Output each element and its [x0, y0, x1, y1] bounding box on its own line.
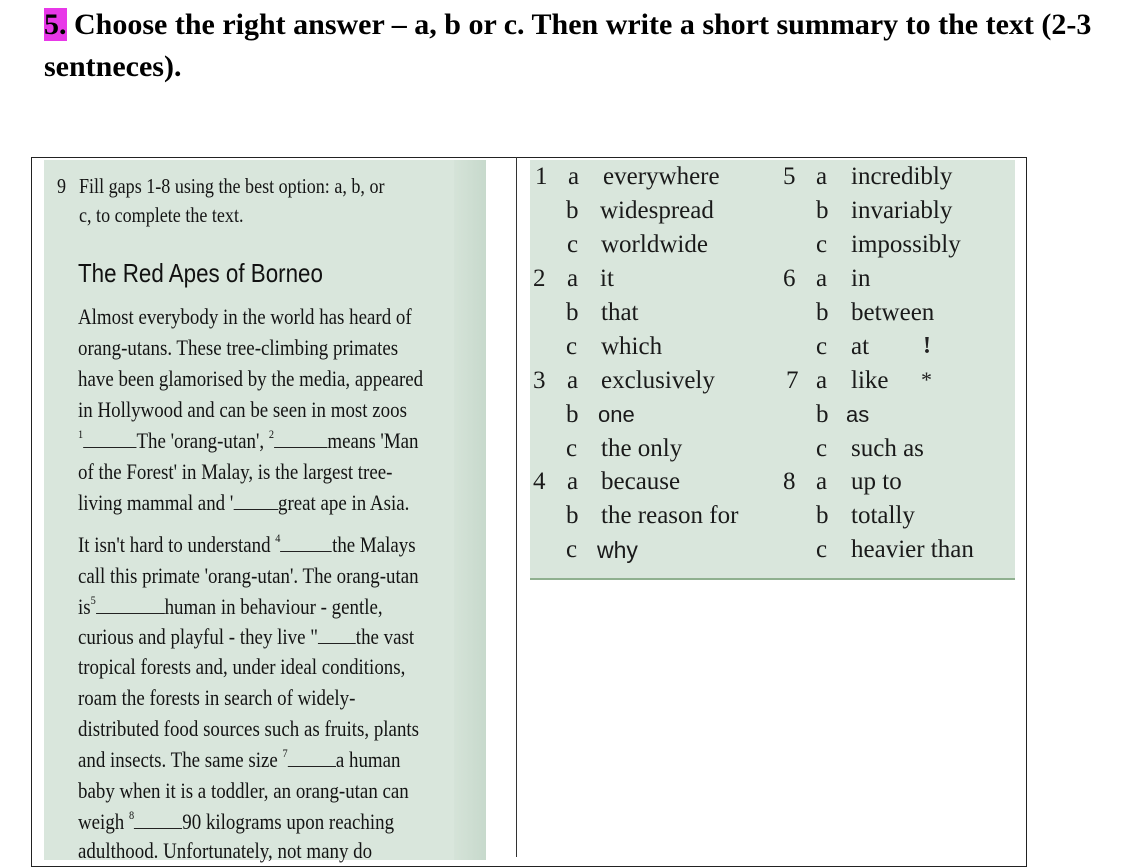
option-letter[interactable]: a: [816, 265, 828, 292]
gap-blank[interactable]: [233, 489, 278, 510]
story-line: Almost everybody in the world has heard of: [78, 304, 412, 329]
gap-blank[interactable]: [318, 623, 356, 644]
option-word[interactable]: the only: [601, 435, 683, 462]
story-text: living mammal and ': [78, 490, 234, 515]
option-number: 1: [535, 163, 548, 190]
option-letter[interactable]: c: [567, 231, 579, 258]
exercise-instruction: [44, 4, 1114, 88]
option-letter[interactable]: c: [816, 231, 828, 258]
option-letter[interactable]: b: [566, 299, 579, 326]
gap-number: 4: [275, 531, 281, 545]
option-letter[interactable]: b: [566, 197, 579, 224]
story-line: adulthood. Unfortunately, not many do: [78, 838, 373, 863]
story-text: the Malays: [332, 532, 416, 557]
option-word[interactable]: such as: [851, 435, 924, 462]
story-text: It isn't hard to understand: [78, 532, 276, 557]
option-number: 2: [533, 265, 546, 292]
option-letter[interactable]: b: [816, 502, 829, 529]
option-letter[interactable]: c: [566, 333, 578, 360]
story-text: and insects. The same size: [78, 747, 283, 772]
option-letter[interactable]: c: [816, 536, 828, 563]
margin-mark: *: [921, 367, 932, 392]
story-line: [78, 530, 416, 563]
option-word[interactable]: like: [851, 367, 889, 394]
option-letter[interactable]: a: [567, 265, 579, 292]
option-word[interactable]: because: [601, 468, 681, 495]
gap-blank[interactable]: [288, 746, 336, 767]
story-line: call this primate 'orang-utan'. The orang-utan: [78, 563, 419, 588]
option-word[interactable]: totally: [851, 502, 915, 529]
gap-number: 2: [268, 427, 275, 441]
option-letter[interactable]: c: [816, 333, 828, 360]
task-instruction-line1: Fill gaps 1-8 using the best option: a, b, or: [79, 174, 385, 198]
option-word[interactable]: as: [846, 402, 870, 427]
option-letter[interactable]: b: [816, 197, 829, 224]
instruction-text: Choose the right answer – a, b or c. Then write a short summary to the text (2-3 sentneces).: [44, 8, 1092, 83]
option-letter[interactable]: b: [566, 502, 579, 529]
option-word[interactable]: exclusively: [601, 367, 715, 394]
option-letter[interactable]: b: [816, 299, 829, 326]
gap-blank[interactable]: [274, 427, 327, 448]
option-number: 6: [783, 265, 796, 292]
option-word[interactable]: incredibly: [851, 163, 953, 190]
story-line: of the Forest' in Malay, is the largest tree-: [78, 459, 393, 484]
option-number: 4: [533, 468, 546, 495]
story-line: [78, 745, 401, 778]
task-instruction-line2: c, to complete the text.: [79, 203, 244, 227]
story-text: The 'orang-utan',: [136, 428, 269, 453]
option-letter[interactable]: c: [816, 435, 828, 462]
story-line: have been glamorised by the media, appeared: [78, 366, 424, 391]
story-line: [78, 488, 409, 518]
option-word[interactable]: up to: [851, 468, 902, 495]
story-line: distributed food sources such as fruits, plants: [78, 716, 420, 741]
option-number: 7: [786, 367, 799, 394]
option-word[interactable]: at: [851, 333, 870, 360]
option-letter[interactable]: a: [816, 468, 828, 495]
option-number: 8: [783, 468, 796, 495]
story-text: means 'Man: [327, 428, 419, 453]
page-gutter: [454, 160, 486, 860]
margin-mark: !: [923, 333, 931, 359]
story-title: The Red Apes of Borneo: [78, 258, 323, 288]
option-word[interactable]: widespread: [600, 197, 714, 224]
option-number: 3: [533, 367, 546, 394]
story-text: the vast: [355, 624, 415, 649]
option-letter[interactable]: b: [816, 401, 829, 428]
option-word[interactable]: worldwide: [601, 231, 708, 258]
story-line: roam the forests in search of widely-: [78, 685, 356, 710]
story-text: curious and playful - they live ": [78, 624, 318, 649]
option-word[interactable]: impossibly: [851, 231, 961, 258]
option-letter[interactable]: c: [566, 435, 578, 462]
option-letter[interactable]: c: [566, 536, 578, 563]
option-letter[interactable]: a: [816, 163, 828, 190]
option-letter[interactable]: a: [568, 163, 580, 190]
story-text: great ape in Asia.: [277, 490, 410, 515]
gap-blank[interactable]: [83, 427, 136, 448]
option-word[interactable]: one: [598, 402, 635, 427]
option-letter[interactable]: a: [567, 468, 579, 495]
option-word[interactable]: why: [597, 537, 638, 563]
story-line: baby when it is a toddler, an orang-utan can: [78, 778, 409, 803]
story-text: human in behaviour - gentle,: [164, 594, 383, 619]
gap-number: 8: [128, 808, 135, 822]
gap-blank[interactable]: [280, 531, 332, 552]
gap-number: 1: [78, 427, 84, 441]
gap-blank[interactable]: [134, 808, 182, 829]
story-text: 90 kilograms upon reaching: [182, 809, 395, 834]
option-letter[interactable]: b: [566, 401, 579, 428]
column-divider: [516, 157, 517, 857]
option-word[interactable]: which: [601, 333, 663, 360]
option-word[interactable]: in: [851, 265, 871, 292]
option-word[interactable]: heavier than: [851, 536, 974, 563]
option-letter[interactable]: a: [567, 367, 579, 394]
story-line: tropical forests and, under ideal conditions,: [78, 654, 406, 679]
story-text: is: [78, 594, 91, 619]
option-word[interactable]: everywhere: [603, 163, 720, 190]
story-text: weigh: [78, 809, 129, 834]
story-line: [78, 622, 414, 652]
option-word[interactable]: between: [851, 299, 935, 326]
story-line: [78, 426, 419, 459]
gap-blank[interactable]: [96, 593, 165, 614]
gap-number: 7: [282, 746, 288, 760]
option-letter[interactable]: a: [816, 367, 828, 394]
task-number: 9: [57, 174, 67, 198]
option-number: 5: [783, 163, 796, 190]
option-word[interactable]: invariably: [851, 197, 953, 224]
story-line: orang-utans. These tree-climbing primates: [78, 335, 399, 360]
option-word[interactable]: that: [601, 299, 639, 326]
option-word[interactable]: it: [600, 265, 614, 292]
story-line: [78, 592, 383, 625]
exercise-number: 5.: [44, 8, 67, 41]
story-line: in Hollywood and can be seen in most zoos: [78, 397, 407, 422]
story-text: a human: [335, 747, 401, 772]
gap-number: 5: [90, 593, 96, 607]
option-word[interactable]: the reason for: [601, 502, 739, 529]
